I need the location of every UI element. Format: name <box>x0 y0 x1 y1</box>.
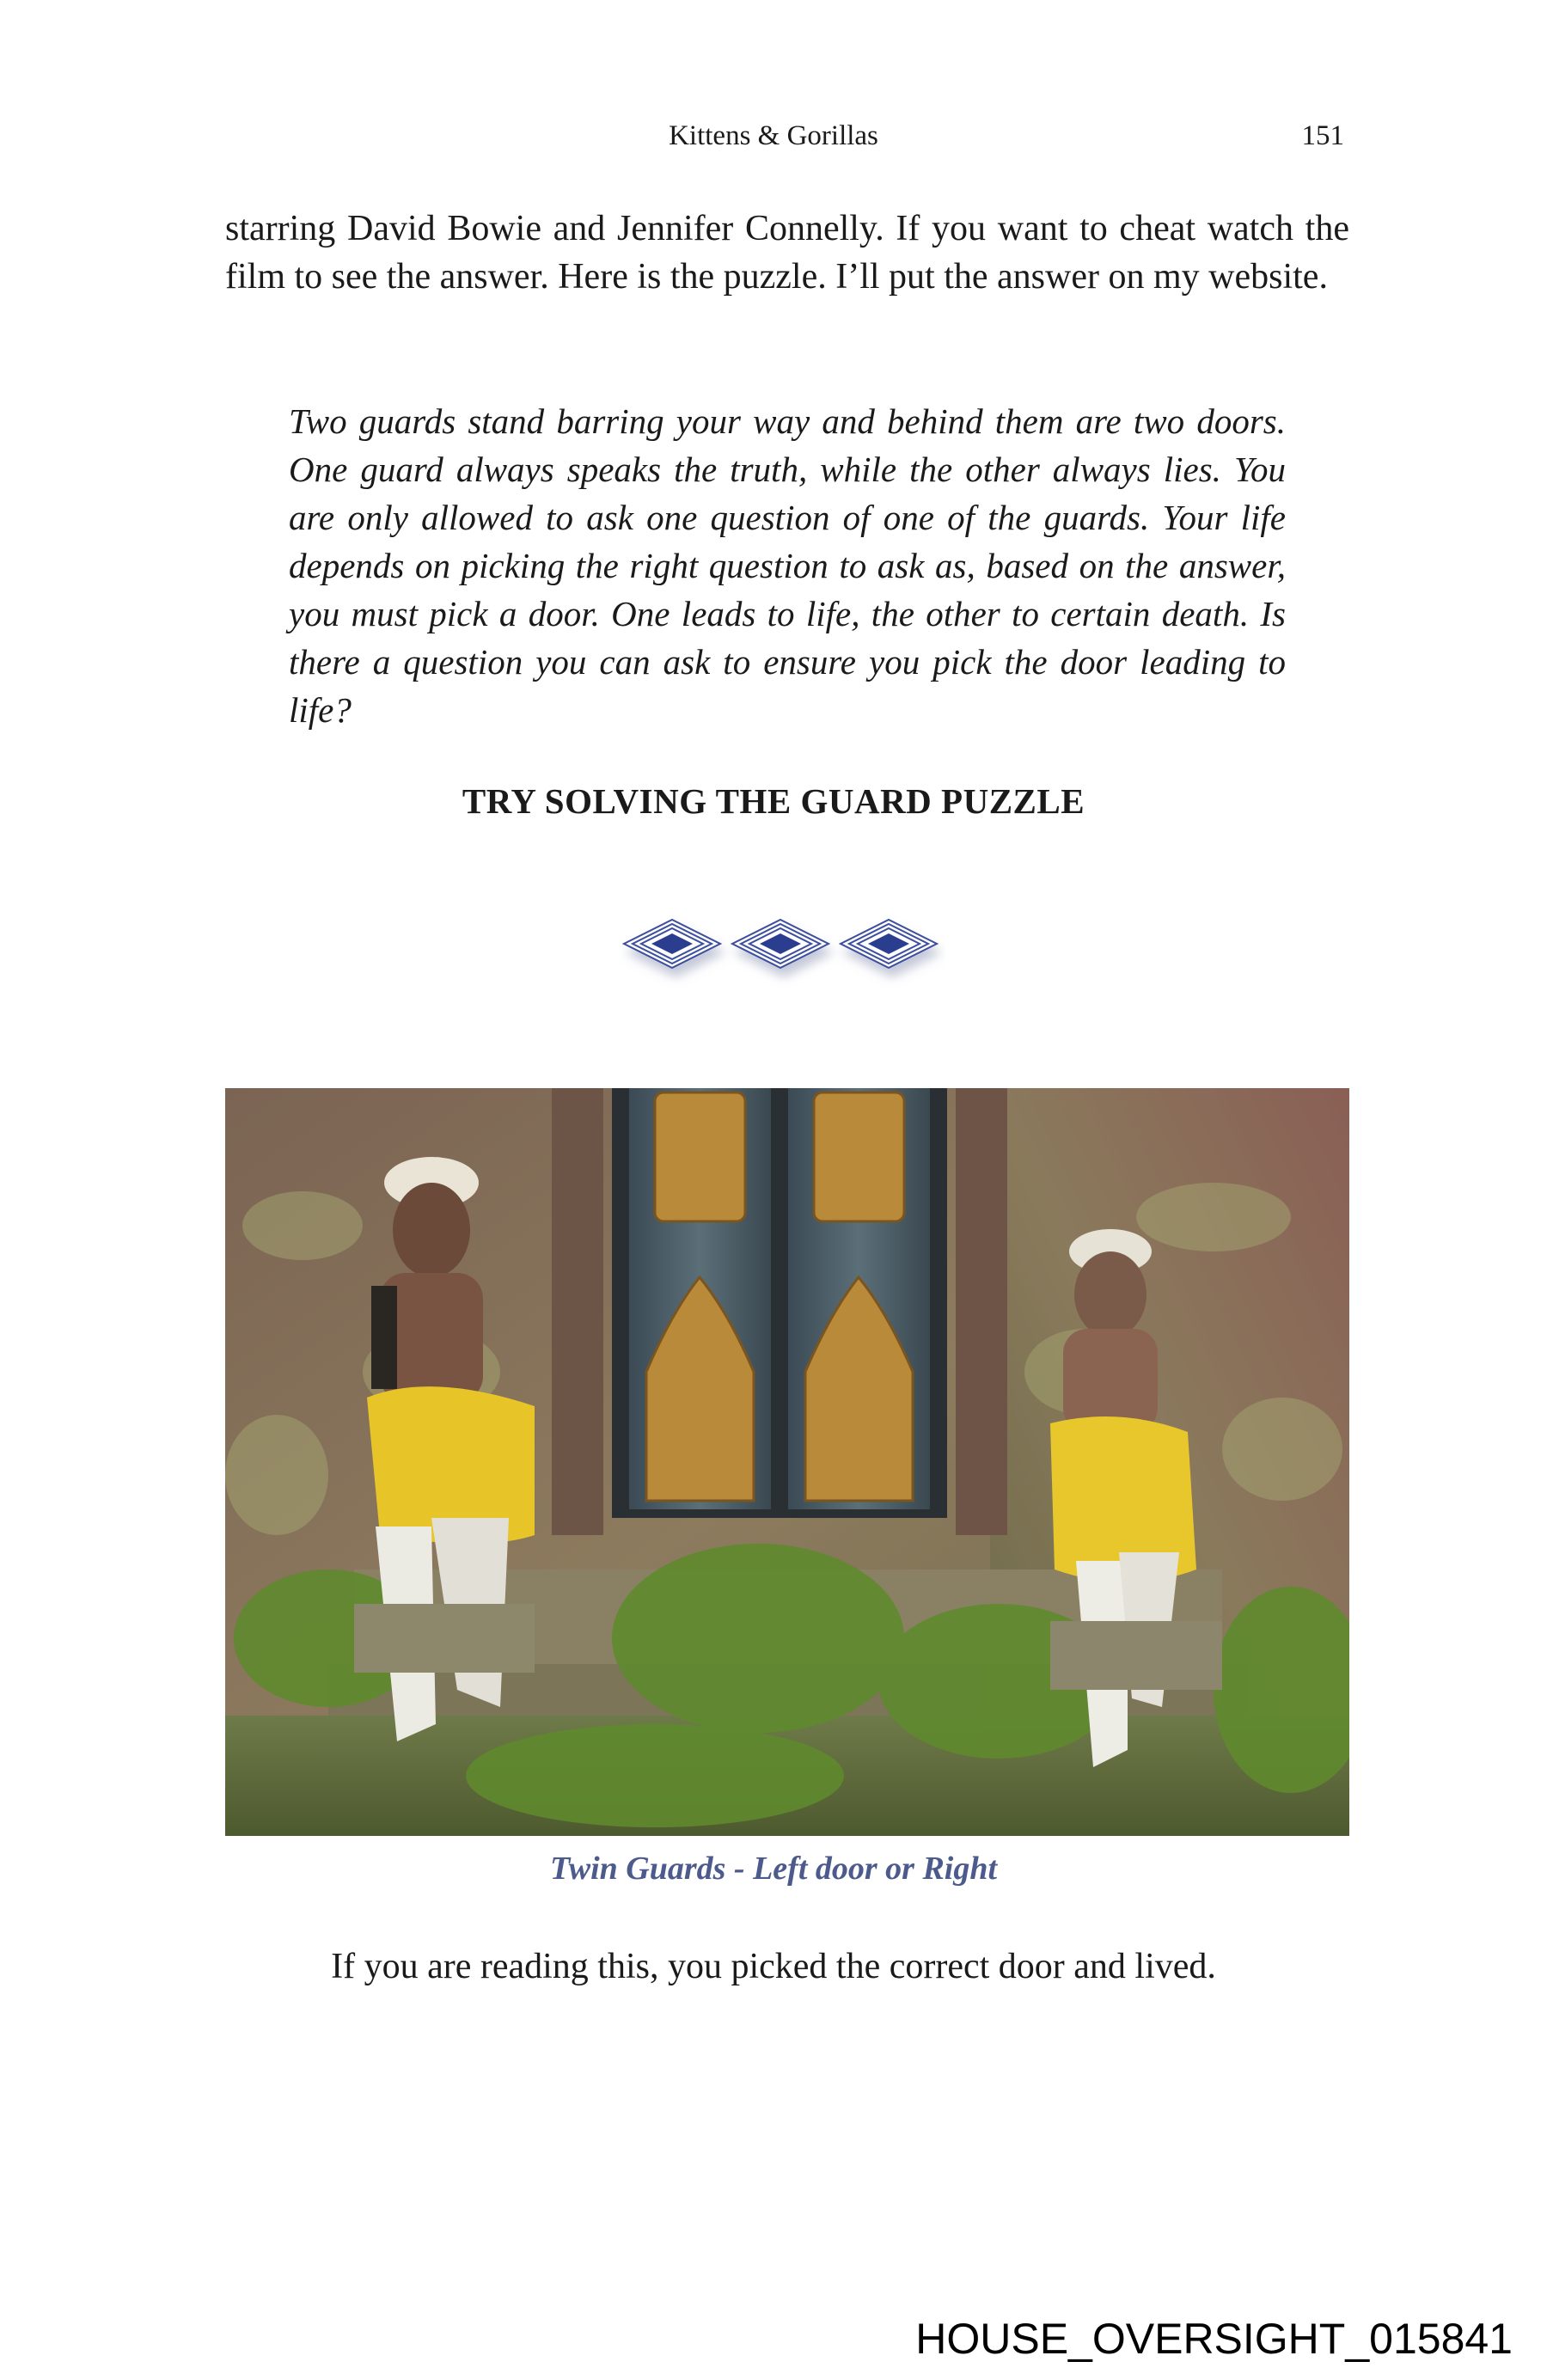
diamond-icon <box>624 920 720 968</box>
section-heading: TRY SOLVING THE GUARD PUZZLE <box>462 781 1085 821</box>
body-paragraph-closing: If you are reading this, you picked the correct door and lived. <box>331 1947 1216 1986</box>
running-title: Kittens & Gorillas <box>669 120 878 151</box>
twin-guards-photo <box>225 1088 1349 1836</box>
diamond-icon <box>841 920 937 968</box>
diamond-ornament <box>619 902 945 997</box>
page-number: 151 <box>1301 120 1344 151</box>
puzzle-quote: Two guards stand barring your way and behind them are two doors. One guard always speaks the truth, while the other always lies. You are only allowed to ask one question of one of the guards. Your life depends on picking the right question to ask as, based on the answer, you must pick a door. One leads to life, the other to certain death. Is there a question you can ask to ensure you pick the door leading to life? <box>289 401 1286 730</box>
bates-number: HOUSE_OVERSIGHT_015841 <box>915 2315 1513 2363</box>
body-paragraph-intro: starring David Bowie and Jennifer Connelly. If you want to cheat watch the film to see the answer. Here is the puzzle. I’ll put the answer on my website. <box>225 209 1349 297</box>
photo-caption: Twin Guards - Left door or Right <box>549 1851 998 1887</box>
diamond-icon <box>732 920 829 968</box>
